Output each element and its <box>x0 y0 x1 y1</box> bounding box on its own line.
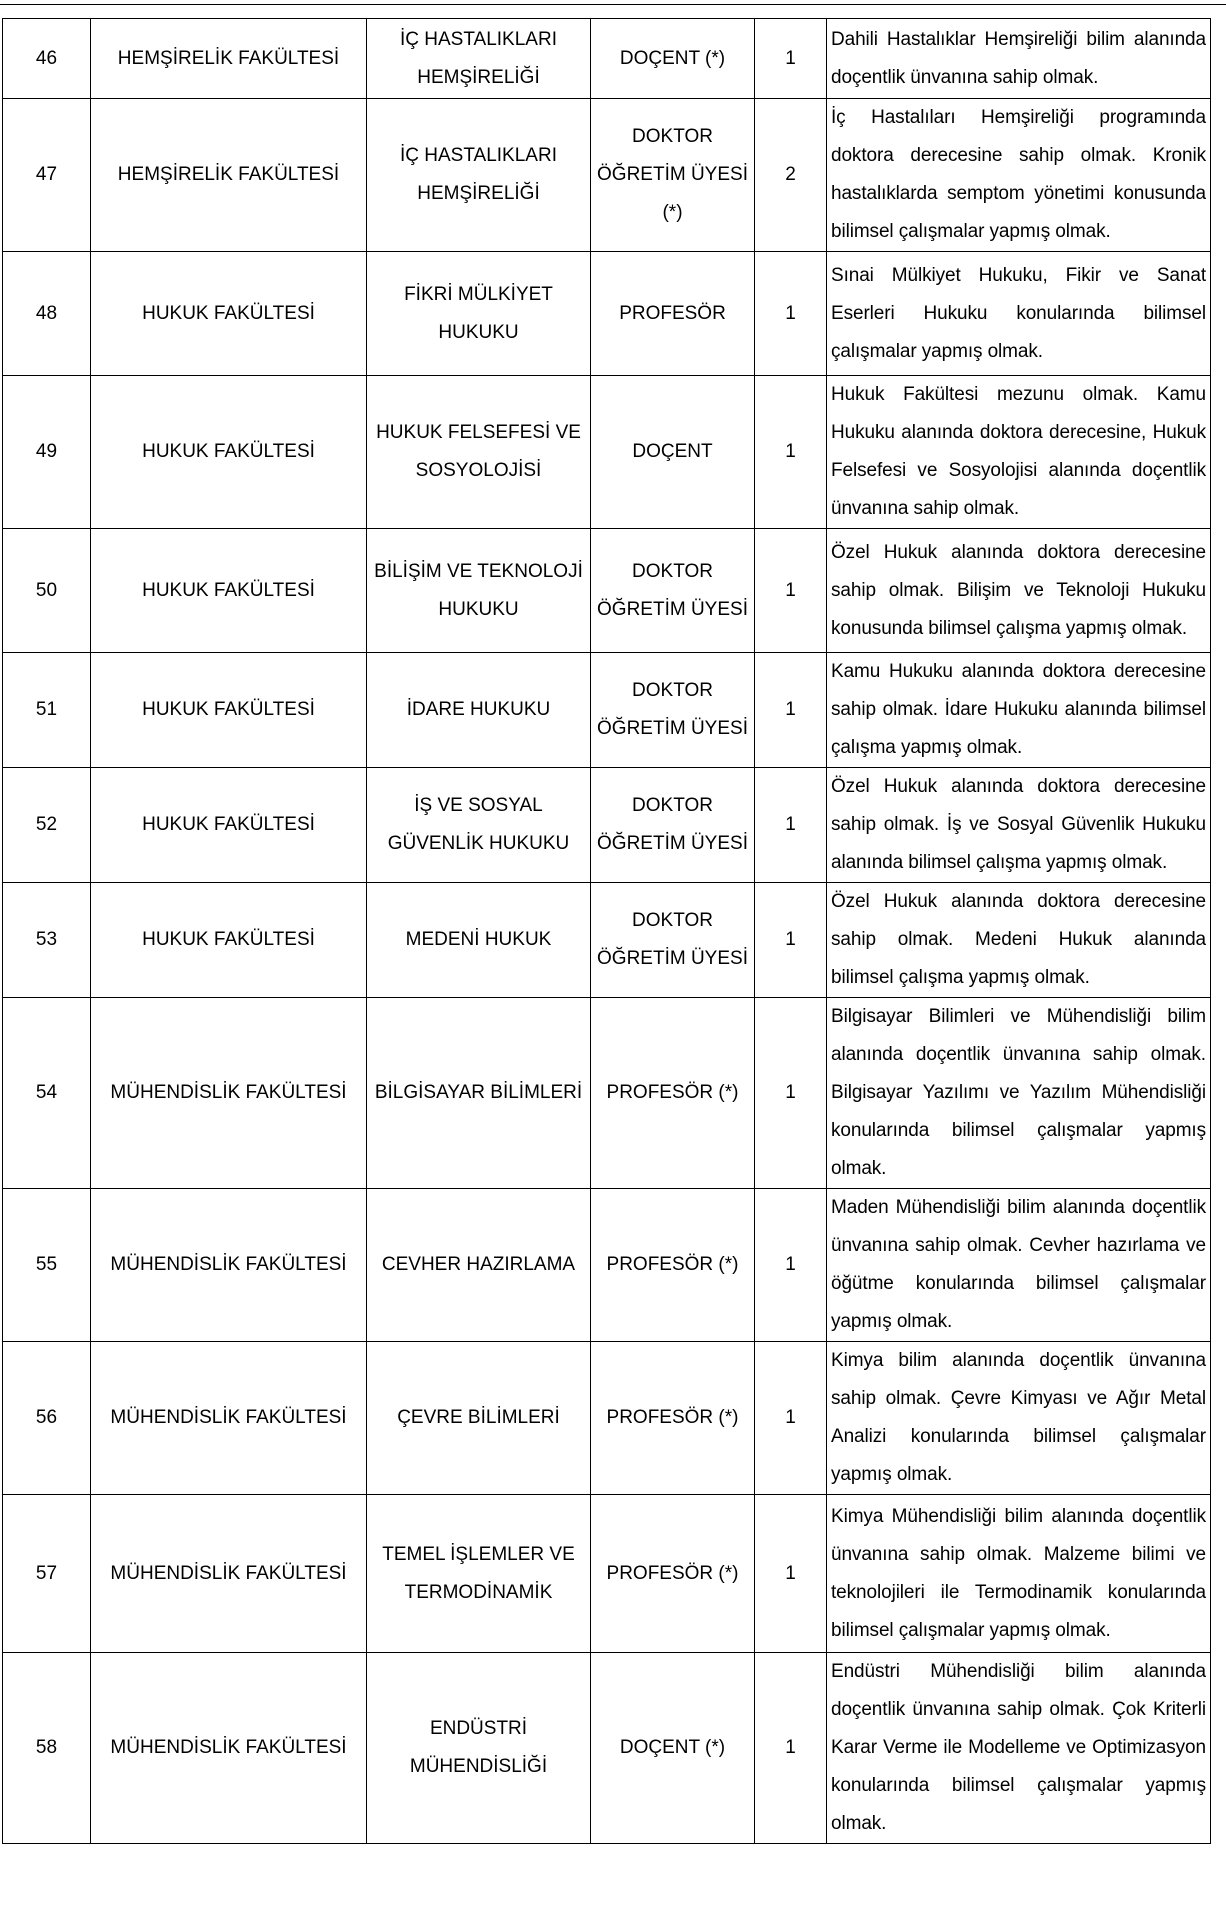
faculty-cell: MÜHENDİSLİK FAKÜLTESİ <box>91 1495 367 1653</box>
department-cell: İŞ VE SOSYAL GÜVENLİK HUKUKU <box>367 768 591 883</box>
faculty-cell: HUKUK FAKÜLTESİ <box>91 529 367 653</box>
table-container <box>0 18 1226 1844</box>
table-row <box>3 883 1211 998</box>
title-cell: DOKTOR ÖĞRETİM ÜYESİ <box>591 883 755 998</box>
faculty-cell: MÜHENDİSLİK FAKÜLTESİ <box>91 1342 367 1495</box>
faculty-cell: HEMŞİRELİK FAKÜLTESİ <box>91 99 367 252</box>
table-row <box>3 1189 1211 1342</box>
table-row <box>3 99 1211 252</box>
table-row <box>3 998 1211 1189</box>
count-cell: 1 <box>755 1495 827 1653</box>
faculty-positions-table <box>2 18 1211 1844</box>
count-cell: 1 <box>755 883 827 998</box>
title-cell: DOÇENT (*) <box>591 19 755 99</box>
count-cell: 1 <box>755 998 827 1189</box>
requirement-cell: Özel Hukuk alanında doktora derecesine sahip olmak. İş ve Sosyal Güvenlik Hukuku alanında bilimsel çalışma yapmış olmak. <box>827 768 1211 883</box>
title-cell: DOKTOR ÖĞRETİM ÜYESİ (*) <box>591 99 755 252</box>
row-number: 47 <box>3 99 91 252</box>
row-number: 52 <box>3 768 91 883</box>
count-cell: 1 <box>755 19 827 99</box>
requirement-cell: Kimya Mühendisliği bilim alanında doçentlik ünvanına sahip olmak. Malzeme bilimi ve teknolojileri ile Termodinamik konularında bilimsel çalışmalar yapmış olmak. <box>827 1495 1211 1653</box>
requirement-cell: Hukuk Fakültesi mezunu olmak. Kamu Hukuku alanında doktora derecesine, Hukuk Felsefesi ve Sosyolojisi alanında doçentlik ünvanına sahip olmak. <box>827 376 1211 529</box>
department-cell: İÇ HASTALIKLARI HEMŞİRELİĞİ <box>367 19 591 99</box>
title-cell: PROFESÖR (*) <box>591 1342 755 1495</box>
count-cell: 1 <box>755 529 827 653</box>
requirement-cell: Endüstri Mühendisliği bilim alanında doçentlik ünvanına sahip olmak. Çok Kriterli Karar Verme ile Modelleme ve Optimizasyon konularında bilimsel çalışmalar yapmış olmak. <box>827 1653 1211 1844</box>
department-cell: FİKRİ MÜLKİYET HUKUKU <box>367 252 591 376</box>
count-cell: 1 <box>755 376 827 529</box>
faculty-cell: MÜHENDİSLİK FAKÜLTESİ <box>91 998 367 1189</box>
table-row <box>3 529 1211 653</box>
count-cell: 1 <box>755 1342 827 1495</box>
requirement-cell: Maden Mühendisliği bilim alanında doçentlik ünvanına sahip olmak. Cevher hazırlama ve öğütme konularında bilimsel çalışmalar yapmış olmak. <box>827 1189 1211 1342</box>
row-number: 48 <box>3 252 91 376</box>
faculty-cell: HUKUK FAKÜLTESİ <box>91 653 367 768</box>
faculty-cell: HEMŞİRELİK FAKÜLTESİ <box>91 19 367 99</box>
department-cell: ENDÜSTRİ MÜHENDİSLİĞİ <box>367 1653 591 1844</box>
table-body <box>3 19 1211 1844</box>
count-cell: 1 <box>755 653 827 768</box>
department-cell: MEDENİ HUKUK <box>367 883 591 998</box>
title-cell: PROFESÖR (*) <box>591 1189 755 1342</box>
table-row <box>3 19 1211 99</box>
requirement-cell: Özel Hukuk alanında doktora derecesine sahip olmak. Bilişim ve Teknoloji Hukuku konusunda bilimsel çalışma yapmış olmak. <box>827 529 1211 653</box>
requirement-cell: Bilgisayar Bilimleri ve Mühendisliği bilim alanında doçentlik ünvanına sahip olmak. Bilgisayar Yazılımı ve Yazılım Mühendisliği konularında bilimsel çalışmalar yapmış olmak. <box>827 998 1211 1189</box>
table-row <box>3 1495 1211 1653</box>
department-cell: BİLİŞİM VE TEKNOLOJİ HUKUKU <box>367 529 591 653</box>
department-cell: İÇ HASTALIKLARI HEMŞİRELİĞİ <box>367 99 591 252</box>
row-number: 53 <box>3 883 91 998</box>
top-rule <box>0 4 1226 5</box>
faculty-cell: HUKUK FAKÜLTESİ <box>91 376 367 529</box>
requirement-cell: Sınai Mülkiyet Hukuku, Fikir ve Sanat Eserleri Hukuku konularında bilimsel çalışmalar yapmış olmak. <box>827 252 1211 376</box>
table-row <box>3 252 1211 376</box>
title-cell: DOKTOR ÖĞRETİM ÜYESİ <box>591 529 755 653</box>
row-number: 51 <box>3 653 91 768</box>
table-row <box>3 653 1211 768</box>
title-cell: DOKTOR ÖĞRETİM ÜYESİ <box>591 768 755 883</box>
row-number: 56 <box>3 1342 91 1495</box>
department-cell: İDARE HUKUKU <box>367 653 591 768</box>
count-cell: 1 <box>755 1653 827 1844</box>
row-number: 46 <box>3 19 91 99</box>
requirement-cell: İç Hastalıları Hemşireliği programında doktora derecesine sahip olmak. Kronik hastalıklarda semptom yönetimi konusunda bilimsel çalışmalar yapmış olmak. <box>827 99 1211 252</box>
count-cell: 1 <box>755 252 827 376</box>
requirement-cell: Kamu Hukuku alanında doktora derecesine sahip olmak. İdare Hukuku alanında bilimsel çalışma yapmış olmak. <box>827 653 1211 768</box>
title-cell: DOÇENT <box>591 376 755 529</box>
requirement-cell: Dahili Hastalıklar Hemşireliği bilim alanında doçentlik ünvanına sahip olmak. <box>827 19 1211 99</box>
department-cell: TEMEL İŞLEMLER VE TERMODİNAMİK <box>367 1495 591 1653</box>
title-cell: DOKTOR ÖĞRETİM ÜYESİ <box>591 653 755 768</box>
row-number: 54 <box>3 998 91 1189</box>
row-number: 50 <box>3 529 91 653</box>
faculty-cell: MÜHENDİSLİK FAKÜLTESİ <box>91 1653 367 1844</box>
row-number: 55 <box>3 1189 91 1342</box>
table-row <box>3 768 1211 883</box>
requirement-cell: Özel Hukuk alanında doktora derecesine sahip olmak. Medeni Hukuk alanında bilimsel çalışma yapmış olmak. <box>827 883 1211 998</box>
faculty-cell: HUKUK FAKÜLTESİ <box>91 252 367 376</box>
count-cell: 1 <box>755 768 827 883</box>
department-cell: HUKUK FELSEFESİ VE SOSYOLOJİSİ <box>367 376 591 529</box>
table-row <box>3 376 1211 529</box>
faculty-cell: HUKUK FAKÜLTESİ <box>91 768 367 883</box>
table-row <box>3 1653 1211 1844</box>
requirement-cell: Kimya bilim alanında doçentlik ünvanına sahip olmak. Çevre Kimyası ve Ağır Metal Analizi konularında bilimsel çalışmalar yapmış olmak. <box>827 1342 1211 1495</box>
faculty-cell: HUKUK FAKÜLTESİ <box>91 883 367 998</box>
title-cell: PROFESÖR (*) <box>591 998 755 1189</box>
department-cell: ÇEVRE BİLİMLERİ <box>367 1342 591 1495</box>
row-number: 49 <box>3 376 91 529</box>
count-cell: 2 <box>755 99 827 252</box>
title-cell: PROFESÖR <box>591 252 755 376</box>
count-cell: 1 <box>755 1189 827 1342</box>
department-cell: BİLGİSAYAR BİLİMLERİ <box>367 998 591 1189</box>
title-cell: PROFESÖR (*) <box>591 1495 755 1653</box>
faculty-cell: MÜHENDİSLİK FAKÜLTESİ <box>91 1189 367 1342</box>
row-number: 57 <box>3 1495 91 1653</box>
row-number: 58 <box>3 1653 91 1844</box>
title-cell: DOÇENT (*) <box>591 1653 755 1844</box>
table-row <box>3 1342 1211 1495</box>
department-cell: CEVHER HAZIRLAMA <box>367 1189 591 1342</box>
